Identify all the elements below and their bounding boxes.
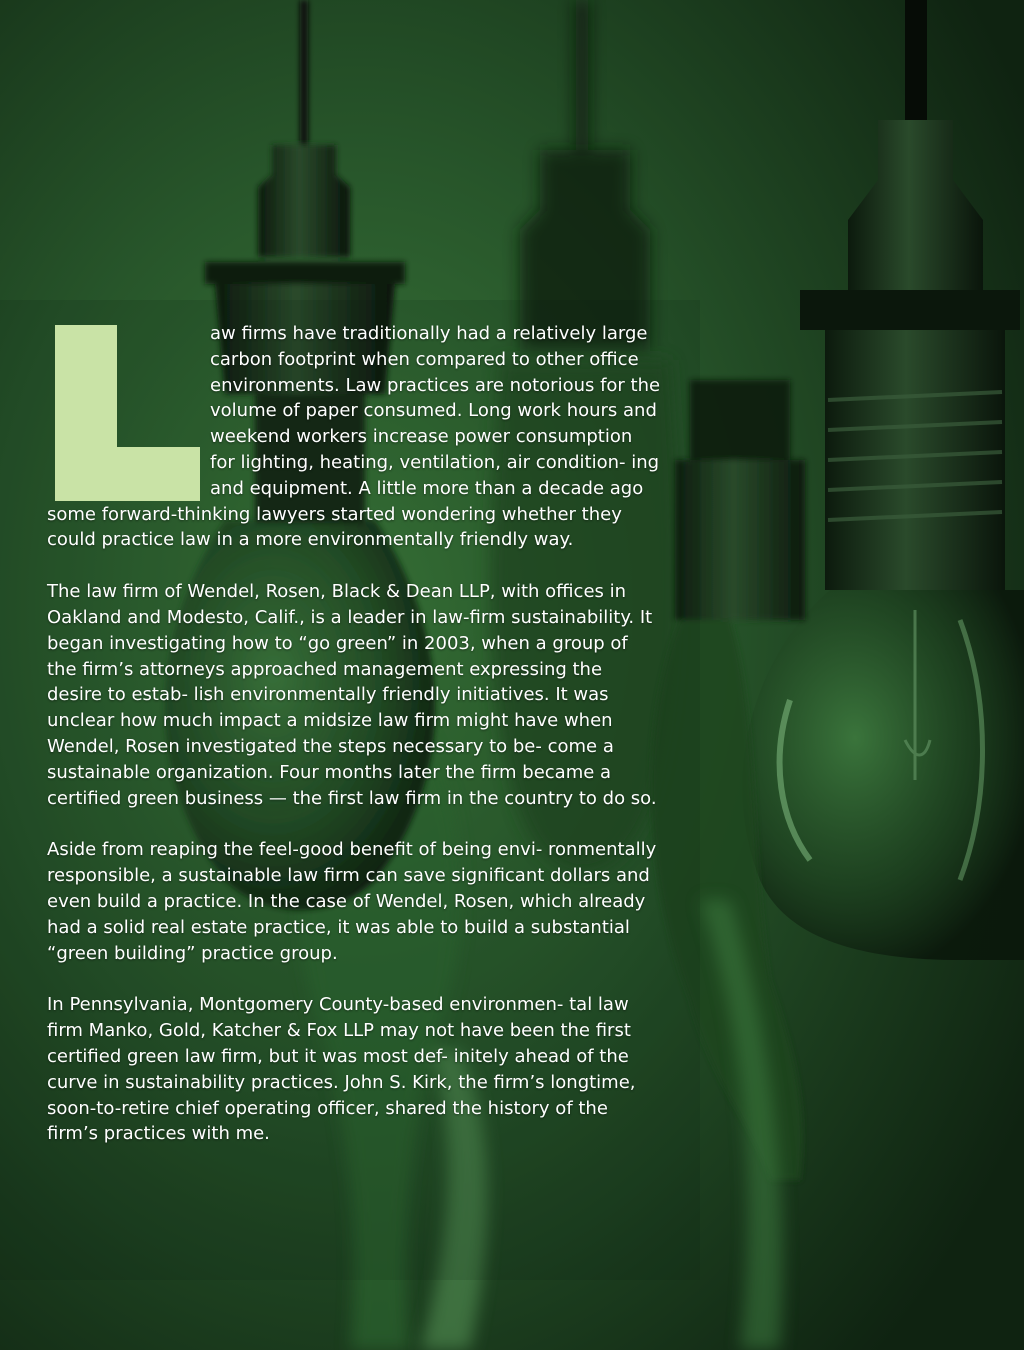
paragraph-1: aw firms have traditionally had a relatively large carbon footprint when compared to other office environments. Law practices are notorious for the volume of paper consumed. Long work hours and weekend workers increase power consumption for lighting, heating, ventilation, air condition- ing and equipment. A little more than a decade ago some forward-thinking lawyers started wondering whether they could practice law in a more environmentally friendly way. (47, 323, 661, 551)
drop-cap-letter (55, 325, 200, 501)
paragraph-3: Aside from reaping the feel-good benefit of being envi- ronmentally responsible, a sustainable law firm can save significant dollars and even build a practice. In the case of Wendel, Rosen, which already had a solid real estate practice, it was able to build a substantial “green building” practice group. (47, 839, 657, 964)
paragraph-4: In Pennsylvania, Montgomery County-based environmen- tal law firm Manko, Gold, Katcher & Fox LLP may not have been the first certified green law firm, but it was most def- initely ahead of the curve in sustainability practices. John S. Kirk, the firm’s longtime, soon-to-retire chief operating officer, shared the history of the firm’s practices with me. (47, 994, 636, 1145)
article-body (47, 321, 662, 1173)
paragraph-2: The law firm of Wendel, Rosen, Black & Dean LLP, with offices in Oakland and Modesto, Calif., is a leader in law-firm sustainability. It began investigating how to “go green” in 2003, when a group of the firm’s attorneys approached management expressing the desire to estab- lish environmentally friendly initiatives. It was unclear how much impact a midsize law firm might have when Wendel, Rosen investigated the steps necessary to be- come a sustainable organization. Four months later the firm became a certified green business — the first law firm in the country to do so. (47, 581, 657, 809)
first-paragraph-block (47, 321, 662, 553)
